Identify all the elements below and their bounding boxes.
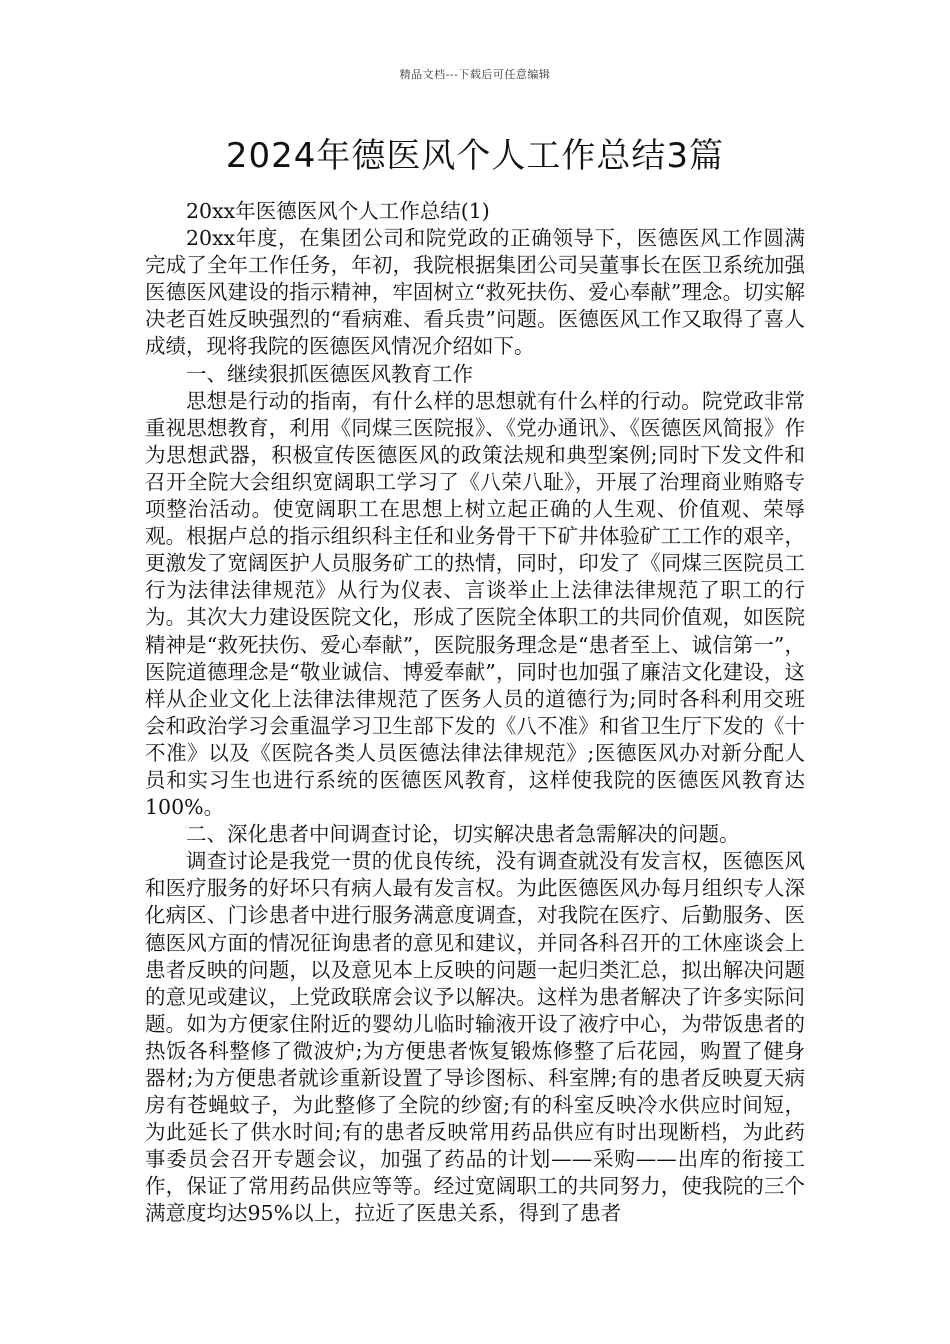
section-heading-2: 一、继续狠抓医德医风教育工作: [186, 361, 473, 386]
body-paragraph: 思想是行动的指南，有什么样的思想就有什么样的行动。院党政非常重视思想教育，利用《同煤三医院报》、《党办通讯》、《医德医风简报》作为思想武器，积极宣传医德医风的政策法规和典型案例;同时下发文件和召开全院大会组织宽阔职工学习了《八荣八耻》，开展了治理商业贿赂专项整治活动。使宽阔职工在思想上树立起正确的人生观、价值观、荣辱观。根据卢总的指示组织科主任和业务骨干下矿井体验矿工工作的艰辛，更激发了宽阔医护人员服务矿工的热情，同时，印发了《同煤三医院员工行为法律法律规范》从行为仪表、言谈举止上法律法律规范了职工的行为。其次大力建设医院文化，形成了医院全体职工的共同价值观，如医院精神是“救死扶伤、爱心奉献”，医院服务理念是“患者至上、诚信第一”，医院道德理念是“敬业诚信、博爱奉献”，同时也加强了廉洁文化建设，这样从企业文化上法律法律规范了医务人员的道德行为;同时各科利用交班会和政治学习会重温学习卫生部下发的《八不准》和省卫生厅下发的《十不准》以及《医院各类人员医德法律法律规范》;医德医风办对新分配人员和实习生也进行系统的医德医风教育，这样使我院的医德医风教育达100%。: [145, 388, 805, 820]
section-heading-3: 二、深化患者中间调查讨论，切实解决患者急需解决的问题。: [186, 822, 740, 847]
document-body: [145, 198, 805, 1228]
body-paragraph: 调查讨论是我党一贯的优良传统，没有调查就没有发言权，医德医风和医疗服务的好坏只有病人最有发言权。为此医德医风办每月组织专人深化病区、门诊患者中进行服务满意度调查，对我院在医疗、后勤服务、医德医风方面的情况征询患者的意见和建议，并同各科召开的工休座谈会上患者反映的问题，以及意见本上反映的问题一起归类汇总，拟出解决问题的意见或建议，上党政联席会议予以解决。这样为患者解决了许多实际问题。如为方便家住附近的婴幼儿临时输液开设了液疗中心，为带饭患者的热饭各科整修了微波炉;为方便患者恢复锻炼修整了后花园，购置了健身器材;为方便患者就诊重新设置了导诊图标、科室牌;有的患者反映夏天病房有苍蝇蚊子，为此整修了全院的纱窗;有的科室反映冷水供应时间短，为此延长了供水时间;有的患者反映常用药品供应有时出现断档，为此药事委员会召开专题会议，加强了药品的计划——采购——出库的衔接工作，保证了常用药品供应等等。经过宽阔职工的共同努力，使我院的三个满意度均达95%以上，拉近了医患关系，得到了患者: [145, 849, 805, 1226]
document-title: 2024年德医风个人工作总结3篇: [225, 136, 725, 176]
intro-paragraph: 20xx年度，在集团公司和院党政的正确领导下，医德医风工作圆满完成了全年工作任务，年初，我院根据集团公司吴董事长在医卫系统加强医德医风建设的指示精神，牢固树立“救死扶伤、爱心奉献”理念。切实解决老百姓反映强烈的“看病难、看兵贵”问题。医德医风工作又取得了喜人成绩，现将我院的医德医风情况介绍如下。: [145, 226, 805, 359]
page-header-note: 精品文档---下载后可任意编辑: [399, 68, 551, 81]
section-heading-1: 20xx年医德医风个人工作总结(1): [186, 199, 490, 223]
